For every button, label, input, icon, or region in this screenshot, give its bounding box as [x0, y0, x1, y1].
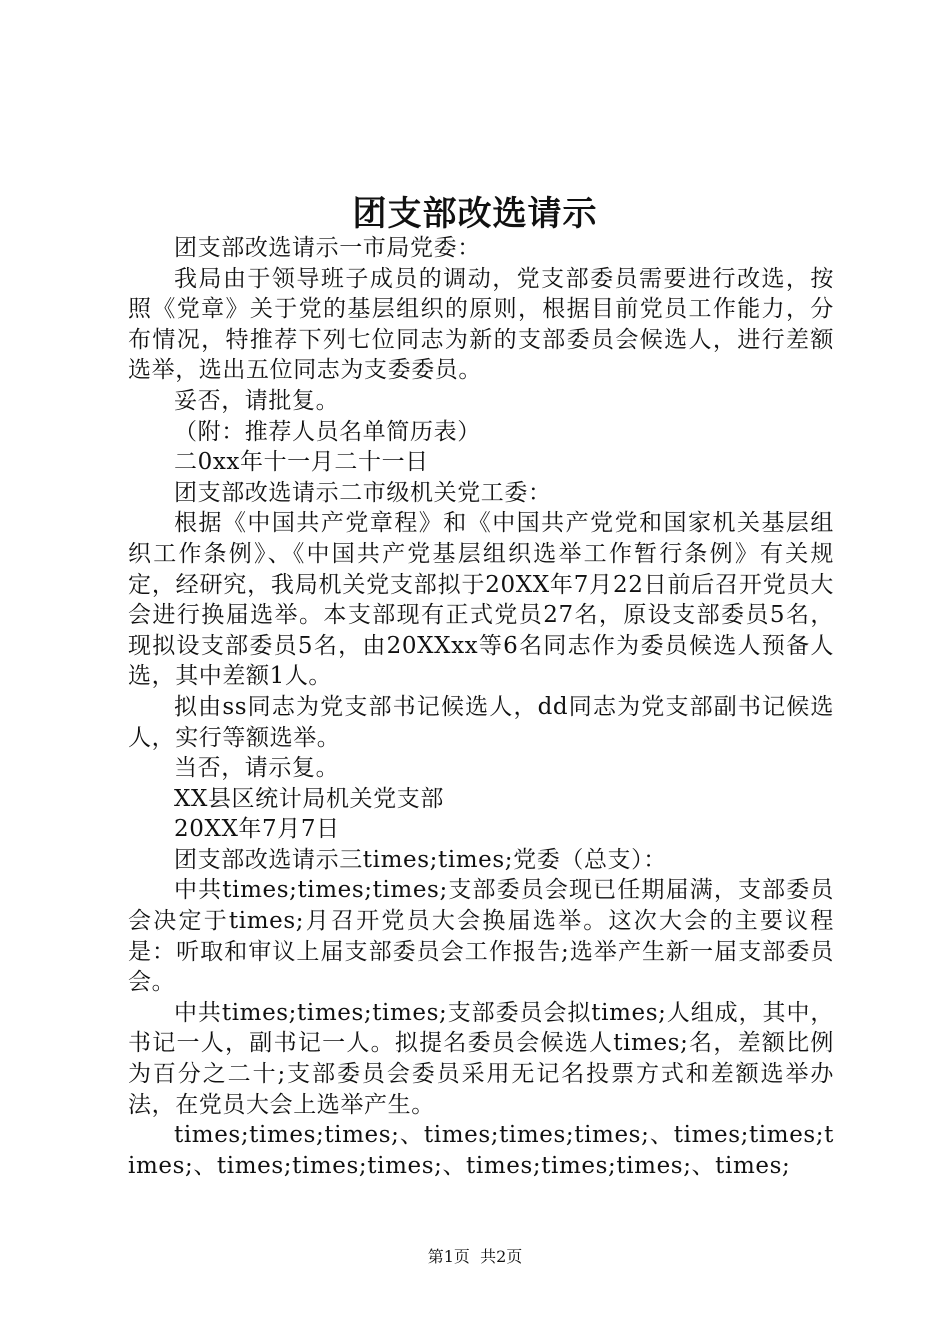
paragraph-13: 中共times;times;times;支部委员会现已任期届满，支部委员会决定于times;月召开党员大会换届选举。这次大会的主要议程是：听取和审议上届支部委员会工作报告;选举产生新一届支部委员会。: [128, 877, 834, 996]
paragraph-9: 当否，请示复。: [174, 755, 340, 782]
document-title: 团支部改选请示: [352, 194, 598, 234]
paragraph-14: 中共times;times;times;支部委员会拟times;人组成，其中，书记一人，副书记一人。拟提名委员会候选人times;名，差额比例为百分之二十;支部委员会委员采用无记名投票方式和差额选举办法，在党员大会上选举产生。: [128, 999, 834, 1118]
paragraph-4: （附：推荐人员名单简历表）: [174, 418, 481, 445]
paragraph-8: 拟由ss同志为党支部书记候选人，dd同志为党支部副书记候选人，实行等额选举。: [128, 693, 834, 751]
page-number: 第1页: [427, 1247, 470, 1266]
paragraph-2: 我局由于领导班子成员的调动，党支部委员需要进行改选，按照《党章》关于党的基层组织的原则，根据目前党员工作能力，分布情况，特推荐下列七位同志为新的支部委员会候选人，进行差额选举，选出五位同志为支委委员。: [128, 265, 834, 384]
paragraph-5: 二0xx年十一月二十一日: [174, 449, 429, 476]
paragraph-15: times;times;times;、times;times;times;、times;times;times;、times;times;times;、times;times;times;、times;: [128, 1122, 834, 1179]
paragraph-3: 妥否，请批复。: [174, 387, 340, 414]
page-footer: [0, 1244, 950, 1267]
paragraph-11: 20XX年7月7日: [174, 816, 340, 843]
paragraph-10: XX县区统计局机关党支部: [174, 785, 444, 812]
paragraph-6: 团支部改选请示二市级机关党工委：: [174, 479, 552, 506]
page-total: 共2页: [480, 1247, 523, 1266]
document-body: [128, 233, 834, 1181]
paragraph-7: 根据《中国共产党章程》和《中国共产党党和国家机关基层组织工作条例》、《中国共产党基层组织选举工作暂行条例》有关规定，经研究，我局机关党支部拟于20XX年7月22日前后召开党员大会进行换届选举。本支部现有正式党员27名，原设支部委员5名，现拟设支部委员5名，由20XXxx等6名同志作为委员候选人预备人选，其中差额1人。: [128, 510, 834, 690]
paragraph-12: 团支部改选请示三times;times;党委（总支）：: [174, 846, 667, 873]
paragraph-1: 团支部改选请示一市局党委：: [174, 235, 481, 261]
